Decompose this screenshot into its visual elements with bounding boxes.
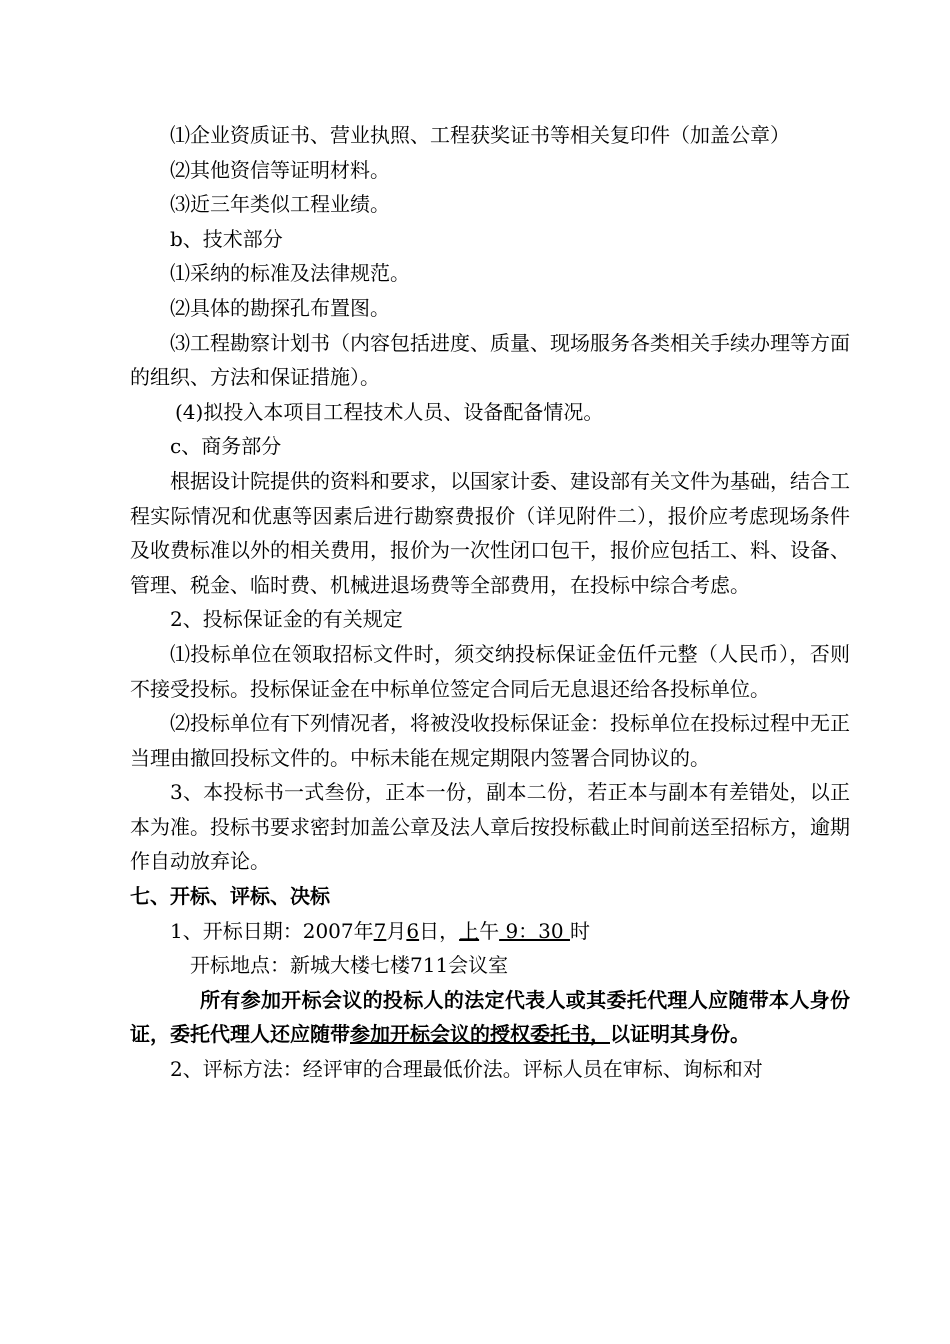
qualification-item-1: ⑴企业资质证书、营业执照、工程获奖证书等相关复印件（加盖公章） (170, 123, 790, 147)
qualification-item-2: ⑵其他资信等证明材料。 (170, 157, 390, 182)
deposit-item-2: ⑵投标单位有下列情况者，将被没收投标保证金：投标单位在投标过程中无正当理由撤回投标文件的。中标未能在规定期限内签署合同协议的。 (130, 711, 850, 770)
technical-item-2: ⑵具体的勘探孔布置图。 (170, 295, 390, 320)
opening-date-prefix: 1、开标日期：2007年 (170, 918, 374, 943)
opening-month-unit: 月 (386, 918, 407, 943)
business-section-body: 根据设计院提供的资料和要求，以国家计委、建设部有关文件为基础，结合工程实际情况和优惠等因素后进行勘察费报价（详见附件二），报价应考虑现场条件及收费标准以外的相关费用，报价为一次性闭口包干，报价应包括工、料、设备、管理、税金、临时费、机械进退场费等全部费用，在投标中综合考虑。 (130, 468, 850, 597)
technical-section-title: b、技术部分 (170, 226, 283, 251)
opening-month: 7 (373, 918, 387, 943)
opening-ampm-rest: 午 (479, 918, 500, 943)
attendance-notice-part2: 以证明其身份。 (610, 1022, 750, 1047)
deposit-item-1: ⑴投标单位在领取招标文件时，须交纳投标保证金伍仟元整（人民币），否则不接受投标。投标保证金在中标单位签定合同后无息退还给各投标单位。 (130, 641, 850, 701)
technical-item-4: (4)拟投入本项目工程技术人员、设备配备情况。 (175, 399, 604, 424)
opening-date (130, 914, 850, 949)
document-body (130, 118, 850, 1087)
copies-clause: 3、本投标书一式叁份，正本一份，副本二份，若正本与副本有差错处，以正本为准。投标书要求密封加盖公章及法人章后按投标截止时间前送至招标方，逾期作自动放弃论。 (130, 780, 850, 874)
technical-item-3: ⑶工程勘察计划书（内容包括进度、质量、现场服务各类相关手续办理等方面的组织、方法和保证措施）。 (130, 330, 850, 390)
evaluation-method: 2、评标方法：经评审的合理最低价法。评标人员在审标、询标和对 (170, 1057, 763, 1082)
opening-time-suffix: 时 (569, 918, 590, 943)
authorization-letter-text: 参加开标会议的授权委托书， (350, 1022, 610, 1047)
opening-time: 9：30 (499, 918, 570, 943)
opening-place: 开标地点：新城大楼七楼711会议室 (190, 953, 509, 978)
opening-day-unit: 日， (419, 918, 460, 943)
deposit-section-title: 2、投标保证金的有关规定 (170, 607, 403, 632)
section-7-heading: 七、开标、评标、决标 (130, 884, 330, 909)
qualification-item-3: ⑶近三年类似工程业绩。 (170, 192, 390, 217)
opening-ampm: 上 (459, 918, 480, 943)
business-section-title: c、商务部分 (170, 434, 282, 459)
attendance-notice (130, 983, 850, 1052)
attendance-notice-part1: 所有参加开标会议的投标人的法定代表人或其委托代理人应随带本人身份证，委托代理人还应随带 (130, 987, 850, 1047)
technical-item-1: ⑴采纳的标准及法律规范。 (170, 261, 410, 286)
opening-day: 6 (406, 918, 420, 943)
